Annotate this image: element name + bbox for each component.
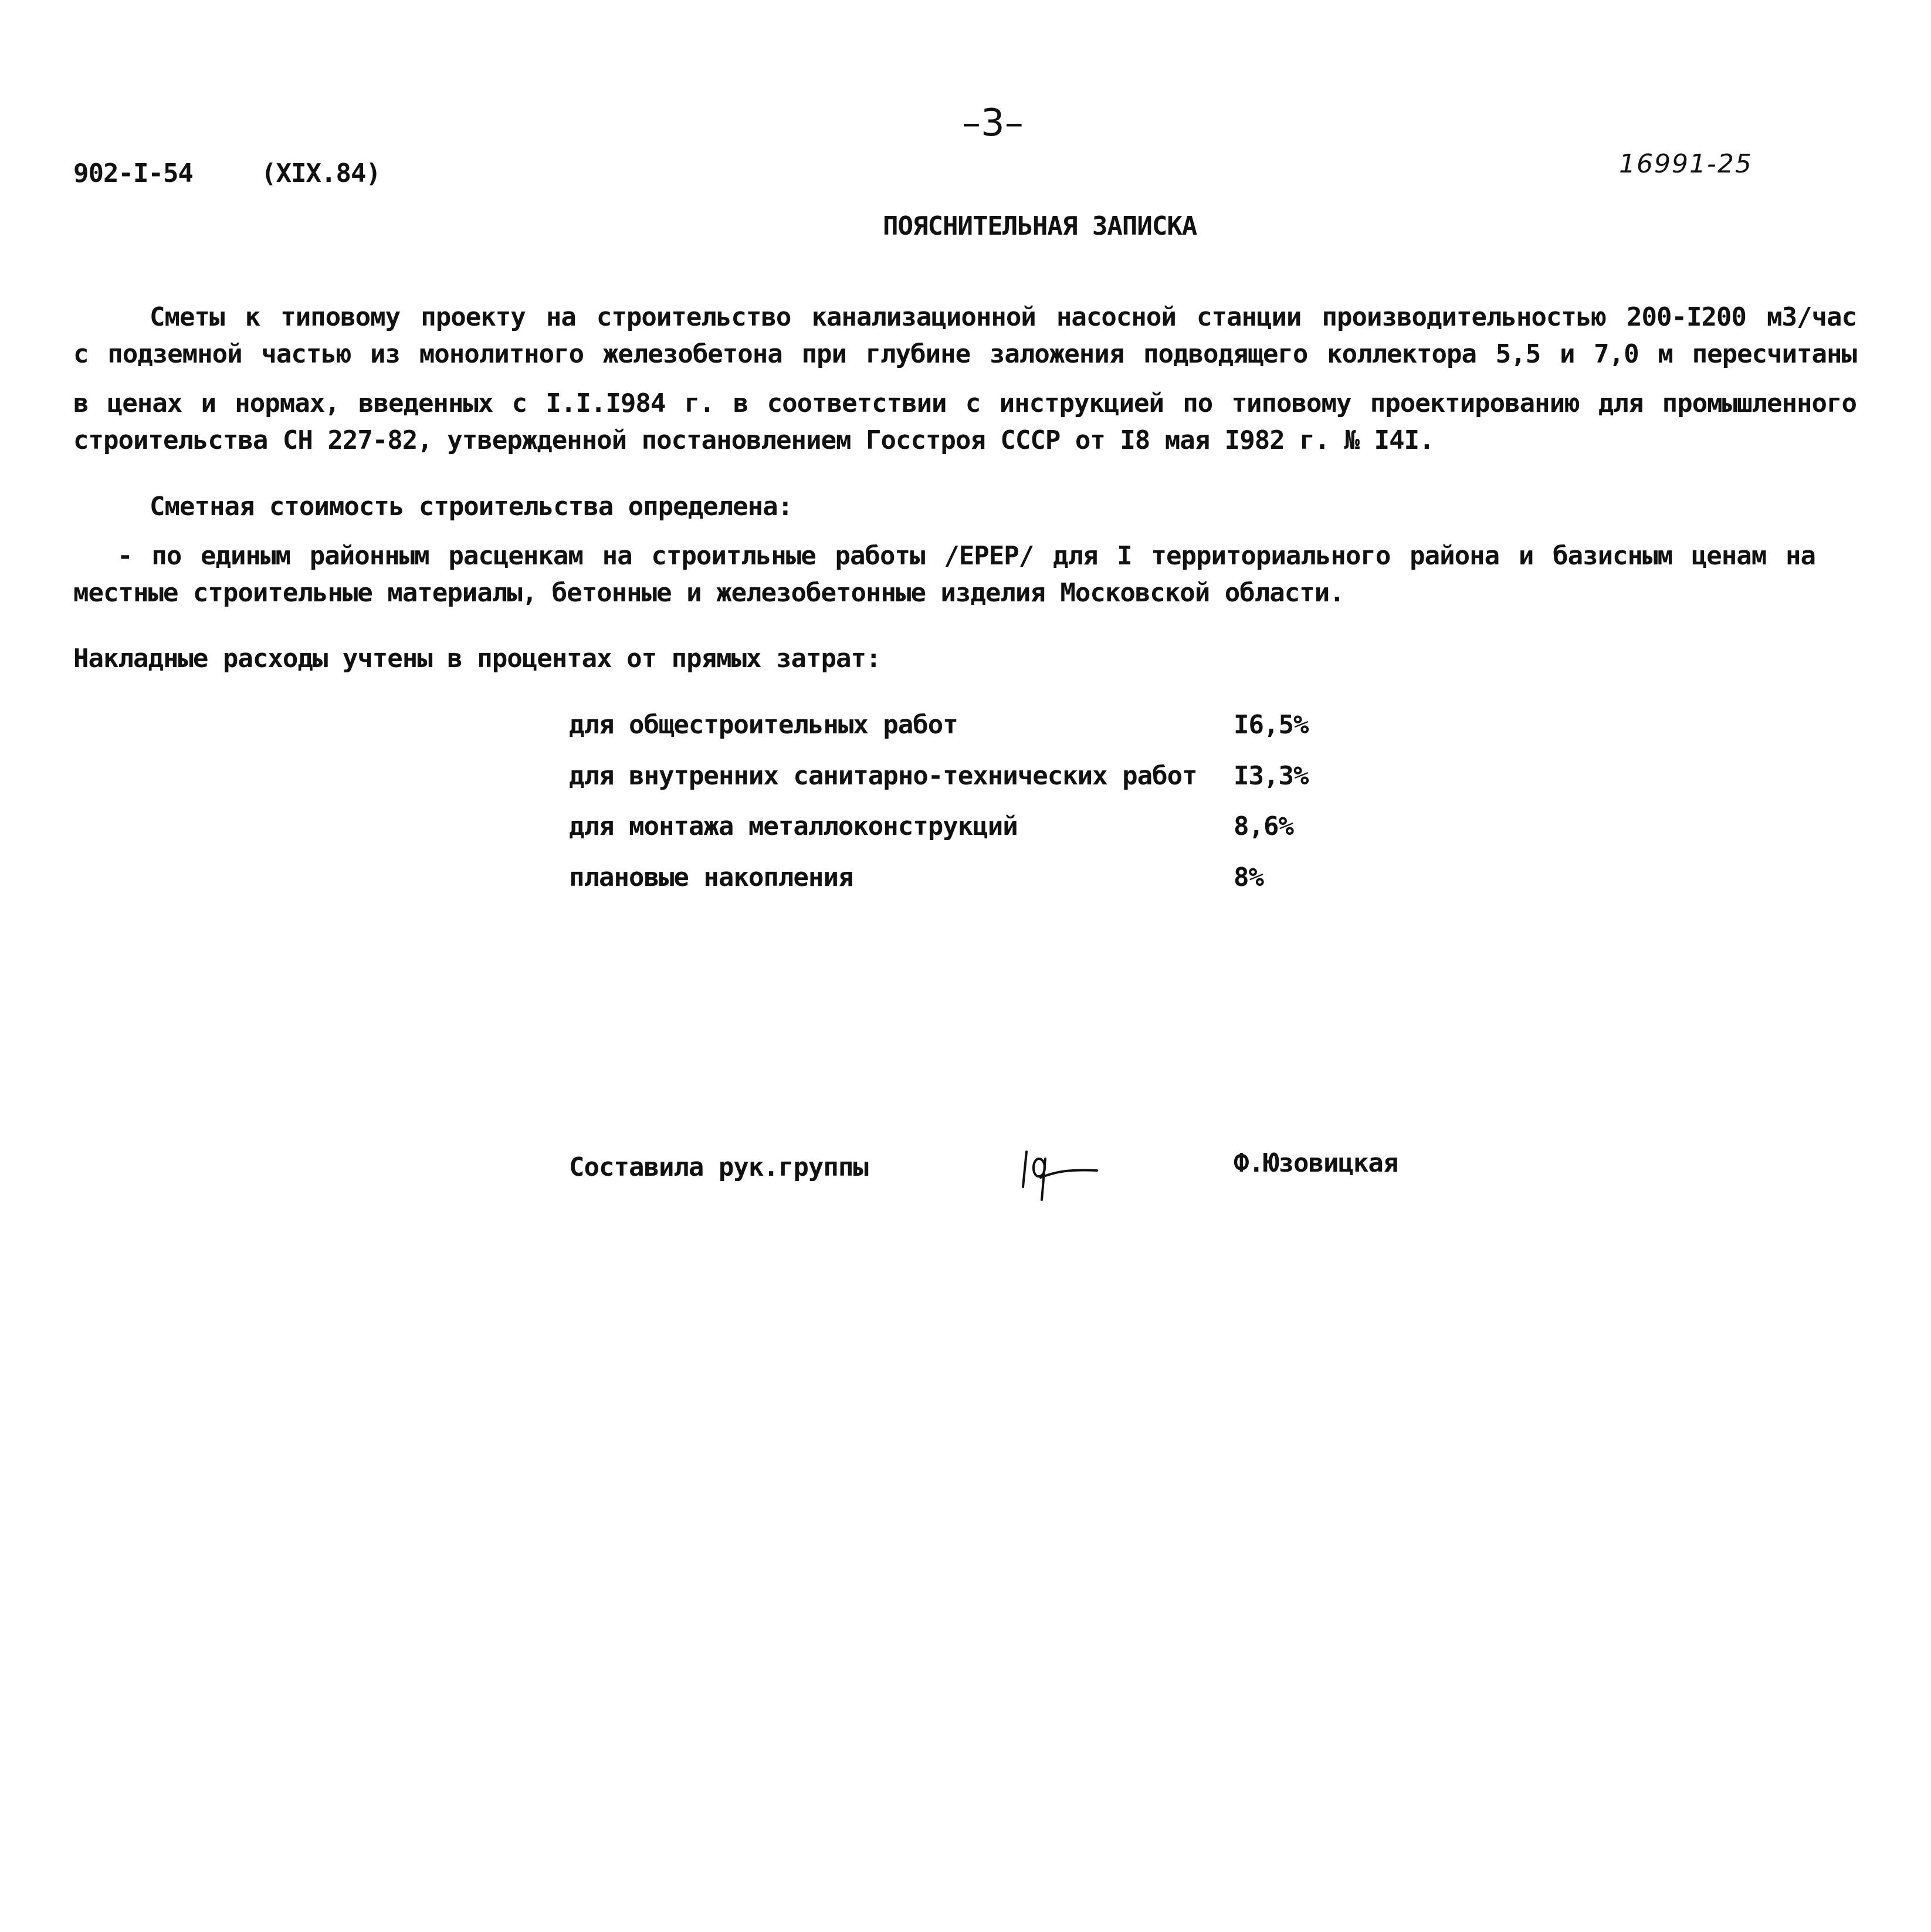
paragraph-line: с подземной частью из монолитного железобетона при глубине заложения подводящего коллектора 5,5 и 7,0 м пересчитаны bbox=[73, 339, 1857, 369]
page-number: –3– bbox=[962, 101, 1024, 145]
signature-role: Составила рук.группы bbox=[569, 1152, 868, 1182]
rate-label: для общестроительных работ bbox=[569, 710, 958, 740]
signature-name: Ф.Юзовицкая bbox=[1234, 1148, 1398, 1178]
paragraph-overhead: Накладные расходы учтены в процентах от прямых затрат: bbox=[73, 644, 881, 674]
paragraph-line: местные строительные материалы, бетонные и железобетонные изделия Московской области. bbox=[73, 578, 1344, 608]
archive-number: 16991-25 bbox=[1619, 149, 1753, 179]
rate-value: 8% bbox=[1234, 862, 1263, 892]
paragraph-line: в ценах и нормах, введенных с I.I.I984 г. в соответствии с инструкцией по типовому проектированию для промышленного bbox=[73, 388, 1857, 418]
rate-value: 8,6% bbox=[1234, 811, 1293, 841]
rate-label: для монтажа металлоконструкций bbox=[569, 811, 1018, 841]
rate-label: плановые накопления bbox=[569, 862, 853, 892]
rate-value: I6,5% bbox=[1234, 710, 1309, 740]
document-date: (XIX.84) bbox=[261, 158, 381, 188]
document-title: ПОЯСНИТЕЛЬНАЯ ЗАПИСКА bbox=[883, 211, 1197, 241]
paragraph-line: строительства СН 227-82, утвержденной постановлением Госстроя СССР от I8 мая I982 г. № I4I. bbox=[73, 425, 1434, 455]
paragraph-cost-determined: Сметная стоимость строительства определена: bbox=[150, 492, 793, 522]
rate-value: I3,3% bbox=[1234, 761, 1309, 791]
handwritten-signature bbox=[1015, 1141, 1103, 1212]
rate-label: для внутренних санитарно-технических работ bbox=[569, 761, 1197, 791]
document-code: 902-I-54 bbox=[73, 158, 193, 188]
paragraph-line: - по единым районным расценкам на строитльные работы /ЕРЕР/ для I территориального района и базисным ценам на bbox=[117, 541, 1815, 571]
paragraph-line: Сметы к типовому проекту на строительство канализационной насосной станции производительностью 200-I200 м3/час bbox=[150, 302, 1857, 332]
